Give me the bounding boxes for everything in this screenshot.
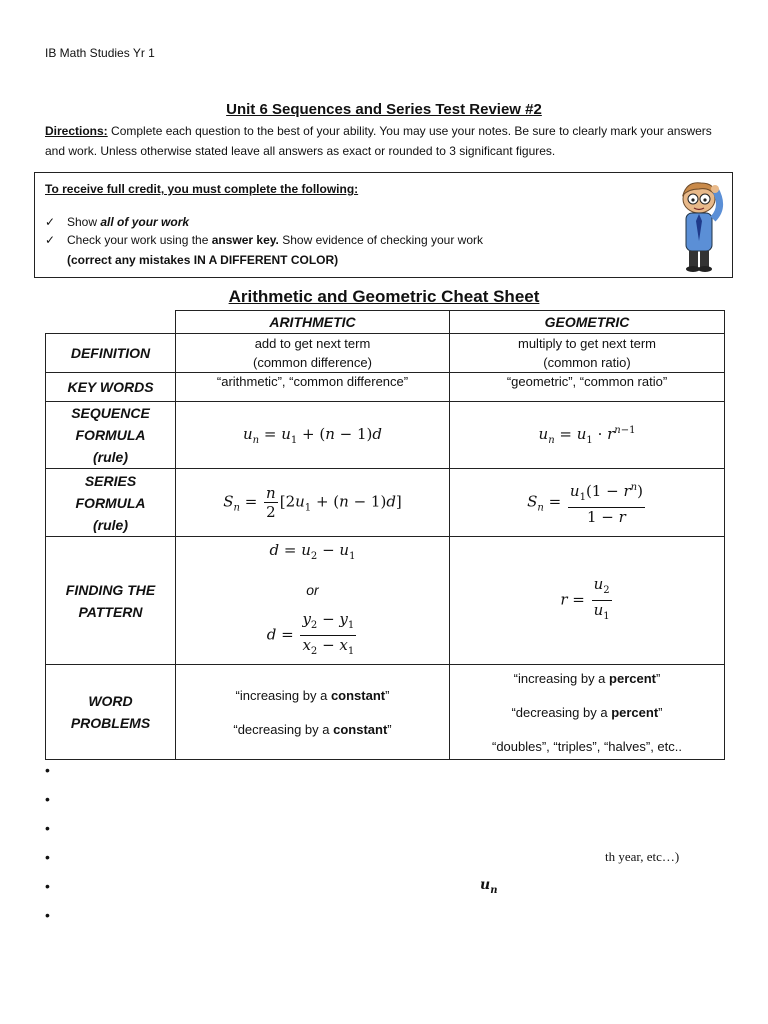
common-difference-formula: $d = u_2 - u_1$ — [269, 540, 356, 562]
course-header: IB Math Studies Yr 1 — [45, 46, 155, 60]
word-cue — [176, 722, 449, 737]
cell-geo-definition — [450, 334, 725, 373]
arithmetic-pattern-formulas — [176, 537, 450, 665]
credit-box — [34, 172, 733, 278]
list-item-bullet: • — [45, 907, 50, 923]
definition-line: (common ratio) — [543, 355, 631, 370]
row-label-line: FORMULA — [75, 494, 146, 511]
checklist-text: Show — [67, 215, 101, 229]
row-label-line: (rule) — [93, 516, 128, 533]
fraction: $\frac{u_2}{u_1}$ — [593, 575, 610, 622]
table-row-word-problems — [46, 665, 725, 760]
row-label-line: PATTERN — [78, 603, 143, 620]
text-fragment: th year, etc…) — [605, 849, 680, 864]
arithmetic-sequence-formula: $u_n = u_1 + (n - 1)d$ — [176, 402, 450, 469]
list-item-bullet: • — [45, 849, 50, 865]
credit-heading: To receive full credit, you must complete the following: — [45, 182, 359, 196]
word-cue-text: “increasing by a — [235, 687, 331, 703]
directions-label: Directions: — [45, 124, 108, 138]
directions-text: Complete each question to the best of your ability. You may use your notes. Be sure to clearly mark your answers and work. Unless otherwise stated leave all answers as exact or rounded to 3 significant figures. — [45, 124, 712, 158]
word-cue: “doubles”, “triples”, “halves”, etc.. — [491, 738, 682, 754]
checklist-item-check-work — [45, 233, 483, 247]
check-mark-icon: ✓ — [45, 233, 56, 247]
arithmetic-series-formula: $S_n$ = $\frac{n}{2}$ $[2u_1 + (n - 1)d]$ — [176, 469, 450, 537]
checklist-correction-note: (correct any mistakes IN A DIFFERENT COLOR) — [67, 253, 339, 267]
fraction: $\frac{n}{2}$ — [266, 484, 276, 521]
variable-letter: u — [480, 877, 491, 893]
teacher-mascot-icon — [669, 179, 729, 273]
fraction: $\frac{y_2 - y_1}{x_2 - x_1}$ — [302, 609, 355, 657]
row-label-line: SERIES — [84, 472, 137, 489]
cheat-sheet-table — [45, 310, 725, 760]
checklist-emphasis: all of your work — [100, 215, 190, 229]
cheat-sheet-title: Arithmetic and Geometric Cheat Sheet — [228, 287, 540, 306]
row-label-line: FINDING THE — [65, 581, 156, 598]
table-header-row — [46, 311, 725, 334]
table-row-sequence-formula — [46, 402, 725, 469]
variable-fragment: $u_n$ — [480, 877, 498, 896]
cell-arith-definition — [176, 334, 450, 373]
definition-line: (common difference) — [253, 355, 372, 370]
row-label-definition: DEFINITION — [46, 334, 176, 373]
list-item-bullet: • — [45, 878, 50, 894]
word-cue-emphasis: percent — [609, 670, 656, 686]
checklist-text: Show evidence of checking your work — [278, 233, 483, 247]
list-item-bullet: • — [45, 762, 50, 778]
column-header-geometric: GEOMETRIC — [450, 311, 725, 334]
checklist-item-show-work — [45, 215, 189, 229]
word-cue-text: “decreasing by a — [511, 704, 612, 720]
row-label-key-words: KEY WORDS — [46, 373, 176, 402]
geometric-pattern-formula: r = $\frac{u_2}{u_1}$ — [450, 537, 725, 665]
word-cue-emphasis: percent — [611, 704, 659, 720]
word-cue-text: ” — [387, 721, 392, 737]
row-label-line: SEQUENCE — [71, 405, 150, 421]
checklist-text: Check your work using the — [67, 233, 212, 247]
word-cue-emphasis: constant — [333, 721, 388, 737]
cell-geo-key-words: “geometric”, “common ratio” — [450, 373, 725, 402]
row-label-series-formula — [46, 469, 176, 537]
row-label-finding-pattern — [46, 537, 176, 665]
definition-line: multiply to get next term — [518, 336, 656, 351]
row-label-line: (rule) — [93, 449, 128, 465]
row-label-sequence-formula — [46, 402, 176, 469]
word-cue-emphasis: constant — [330, 687, 386, 703]
or-text: or — [306, 581, 319, 598]
row-label-line: PROBLEMS — [70, 715, 151, 731]
row-label-line: WORD — [88, 693, 133, 709]
blank-corner-cell — [46, 311, 176, 334]
row-label-line: FORMULA — [75, 427, 146, 443]
cell-geo-word-problems — [450, 665, 725, 760]
fraction: $\frac{u_1(1 - r^n)}{1 - r}$ — [568, 479, 645, 526]
word-cue-text: ” — [656, 670, 661, 686]
geometric-series-formula: $S_n$ = $\frac{u_1(1 - r^n)}{1 - r}$ — [450, 469, 725, 537]
table-row-series-formula — [46, 469, 725, 537]
column-header-arithmetic: ARITHMETIC — [176, 311, 450, 334]
table-row-definition — [46, 334, 725, 373]
word-cue-text: ” — [658, 704, 663, 720]
list-item-bullet: • — [45, 791, 50, 807]
row-label-word-problems — [46, 665, 176, 760]
word-cue — [176, 688, 449, 703]
checklist-emphasis: answer key. — [211, 233, 279, 247]
geometric-sequence-formula: $u_n = u_1 \cdot r^{n-1}$ — [450, 402, 725, 469]
slope-difference-formula: d = $\frac{y_2 - y_1}{x_2 - x_1}$ — [176, 610, 449, 661]
table-row-finding-pattern — [46, 537, 725, 665]
directions — [45, 121, 735, 161]
word-cue-text: ” — [385, 687, 390, 703]
cell-arith-key-words: “arithmetic”, “common difference” — [176, 373, 450, 402]
word-cue — [450, 705, 724, 720]
definition-line: add to get next term — [254, 336, 371, 351]
list-item-bullet: • — [45, 820, 50, 836]
check-mark-icon: ✓ — [45, 215, 56, 229]
word-cue-text: “decreasing by a — [233, 721, 334, 737]
word-cue-text: “increasing by a — [513, 670, 610, 686]
table-row-key-words — [46, 373, 725, 402]
word-cue — [450, 671, 724, 686]
cell-arith-word-problems — [176, 665, 450, 760]
page-title: Unit 6 Sequences and Series Test Review #2 — [226, 101, 542, 118]
